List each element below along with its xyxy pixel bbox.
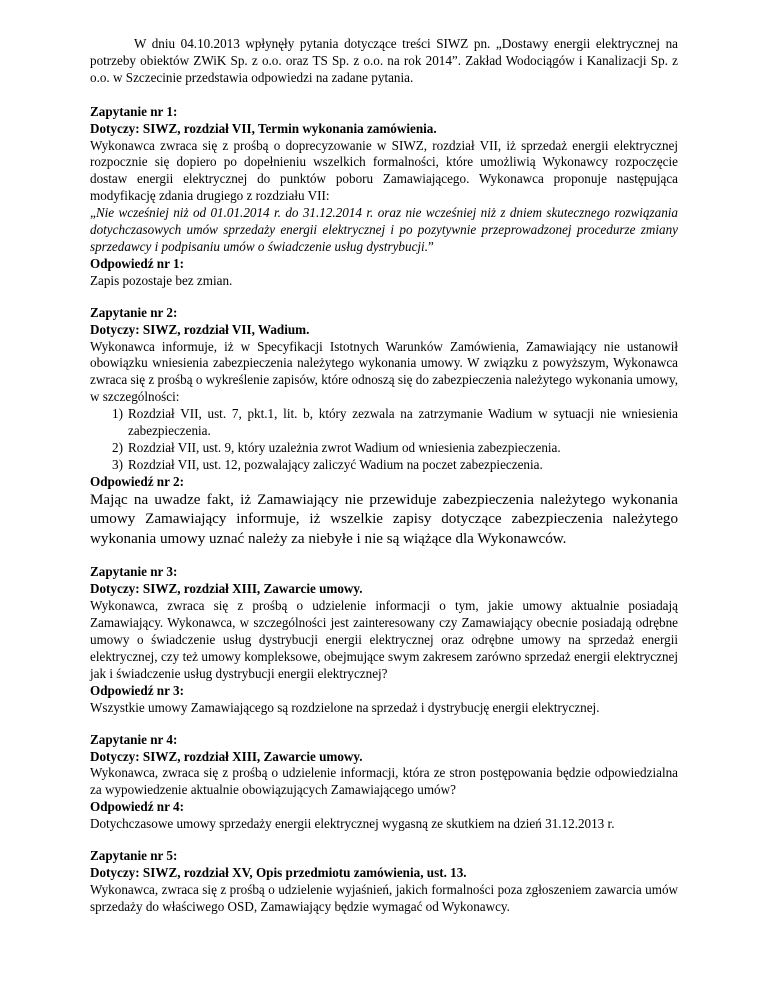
question-5-body: Wykonawca, zwraca się z prośbą o udzielenie wyjaśnień, jakich formalności poza zgłoszeniem zawarcia umów sprzedaży do właściwego OSD, Zamawiający będzie wymagać od Wykonawcy. [90,881,678,914]
answer-4-heading: Odpowiedź nr 4: [90,799,184,815]
answer-2-text: Mając na uwadze fakt, iż Zamawiający nie przewiduje zabezpieczenia należytego wykonania umowy Zamawiający informuje, iż wszelkie zapisy dotyczące zabezpieczenia należytego wykonania umowy uznać należy za niebyłe i nie są wiążące dla Wykonawców. [90,491,678,547]
list-item-number: 2) [112,439,123,455]
question-3-heading: Zapytanie nr 3: [90,564,178,580]
question-1-quote-text: Nie wcześniej niż od 01.01.2014 r. do 31.12.2014 r. oraz nie wcześniej niż z dniem skutecznego rozwiązania dotychczasowych umów sprzedaży energii elektrycznej i po pozytywnie przeprowadzonej procedurze zmiany sprzedawcy i podpisaniu umów o świadczenie usług dystrybucji. [90,205,678,254]
answer-3-text: Wszystkie umowy Zamawiającego są rozdzielone na sprzedaż i dystrybucję energii elektrycznej. [90,699,600,715]
list-item [90,440,678,457]
document-page [90,36,678,916]
question-1-quote [90,205,678,256]
question-5 [90,848,678,916]
answer-4-text: Dotychczasowe umowy sprzedaży energii elektrycznej wygasną ze skutkiem na dzień 31.12.2013 r. [90,816,615,832]
question-4-heading: Zapytanie nr 4: [90,731,178,747]
question-4-subject: Dotyczy: SIWZ, rozdział XIII, Zawarcie umowy. [90,748,363,764]
question-4 [90,732,678,833]
question-4-body: Wykonawca, zwraca się z prośbą o udzielenie informacji, która ze stron postępowania będzie odpowiedzialna za wypowiedzenie aktualnie obowiązujących Zamawiającego umów? [90,765,678,798]
quote-close-mark: ” [428,238,434,254]
question-2-body: Wykonawca informuje, iż w Specyfikacji Istotnych Warunków Zamówienia, Zamawiający nie ustanowił obowiązku wniesienia zabezpieczenia należytego wykonania umowy. W związku z powyższym, Wykonawca zwraca się z prośbą o wykreślenie zapisów, które odnoszą się do zabezpieczenia należytego wykonania umowy, w szczególności: [90,338,678,405]
intro-paragraph: W dniu 04.10.2013 wpłynęły pytania dotyczące treści SIWZ pn. „Dostawy energii elektrycznej na potrzeby obiektów ZWiK Sp. z o.o. oraz TS Sp. z o.o. na rok 2014”. Zakład Wodociągów i Kanalizacji Sp. z o.o. w Szczecinie przedstawia odpowiedzi na zadane pytania. [90,36,678,85]
question-1-subject: Dotyczy: SIWZ, rozdział VII, Termin wykonania zamówienia. [90,120,437,136]
question-1-heading: Zapytanie nr 1: [90,103,178,119]
question-2 [90,305,678,550]
quote-open-mark: „ [90,205,96,221]
list-item-text: Rozdział VII, ust. 9, który uzależnia zwrot Wadium od wniesienia zabezpieczenia. [128,439,561,455]
answer-3-heading: Odpowiedź nr 3: [90,682,184,698]
list-item [90,457,678,474]
question-1 [90,104,678,290]
question-5-heading: Zapytanie nr 5: [90,848,178,864]
question-2-subject: Dotyczy: SIWZ, rozdział VII, Wadium. [90,321,310,337]
answer-1-text: Zapis pozostaje bez zmian. [90,272,233,288]
answer-1-heading: Odpowiedź nr 1: [90,255,184,271]
list-item-number: 1) [112,406,123,422]
question-3-body: Wykonawca, zwraca się z prośbą o udzielenie informacji o tym, jakie umowy aktualnie posiadają Zamawiający. Wykonawca, w szczególności jest zainteresowany czy Zamawiający obecnie posiadają odrębne umowy o świadczenie usług dystrybucji energii elektrycznej oraz odrębne umowy na sprzedaż energii elektrycznej, czy też umowy kompleksowe, obejmujące swym zakresem zarówno sprzedaż energii elektrycznej jak i świadczenie usług dystrybucji energii elektrycznej? [90,598,678,681]
answer-2-heading: Odpowiedź nr 2: [90,473,184,489]
question-5-subject: Dotyczy: SIWZ, rozdział XV, Opis przedmiotu zamówienia, ust. 13. [90,864,467,880]
list-item [90,406,678,440]
question-3 [90,564,678,716]
list-item-number: 3) [112,456,123,472]
list-item-text: Rozdział VII, ust. 7, pkt.1, lit. b, który zezwala na zatrzymanie Wadium w sytuacji nie wniesienia zabezpieczenia. [128,406,678,439]
question-1-body: Wykonawca zwraca się z prośbą o doprecyzowanie w SIWZ, rozdział VII, iż sprzedaż energii elektrycznej rozpocznie się dopiero po dopełnieniu wszelkich formalności, które umożliwią Wykonawcy rozpoczęcie dostaw energii elektrycznej do punktów poboru Zamawiającego. Wykonawca proponuje następująca modyfikację zdania drugiego z rozdziału VII: [90,137,678,204]
question-2-list [90,406,678,474]
list-item-text: Rozdział VII, ust. 12, pozwalający zaliczyć Wadium na poczet zabezpieczenia. [128,456,543,472]
question-2-heading: Zapytanie nr 2: [90,304,178,320]
question-3-subject: Dotyczy: SIWZ, rozdział XIII, Zawarcie umowy. [90,581,363,597]
